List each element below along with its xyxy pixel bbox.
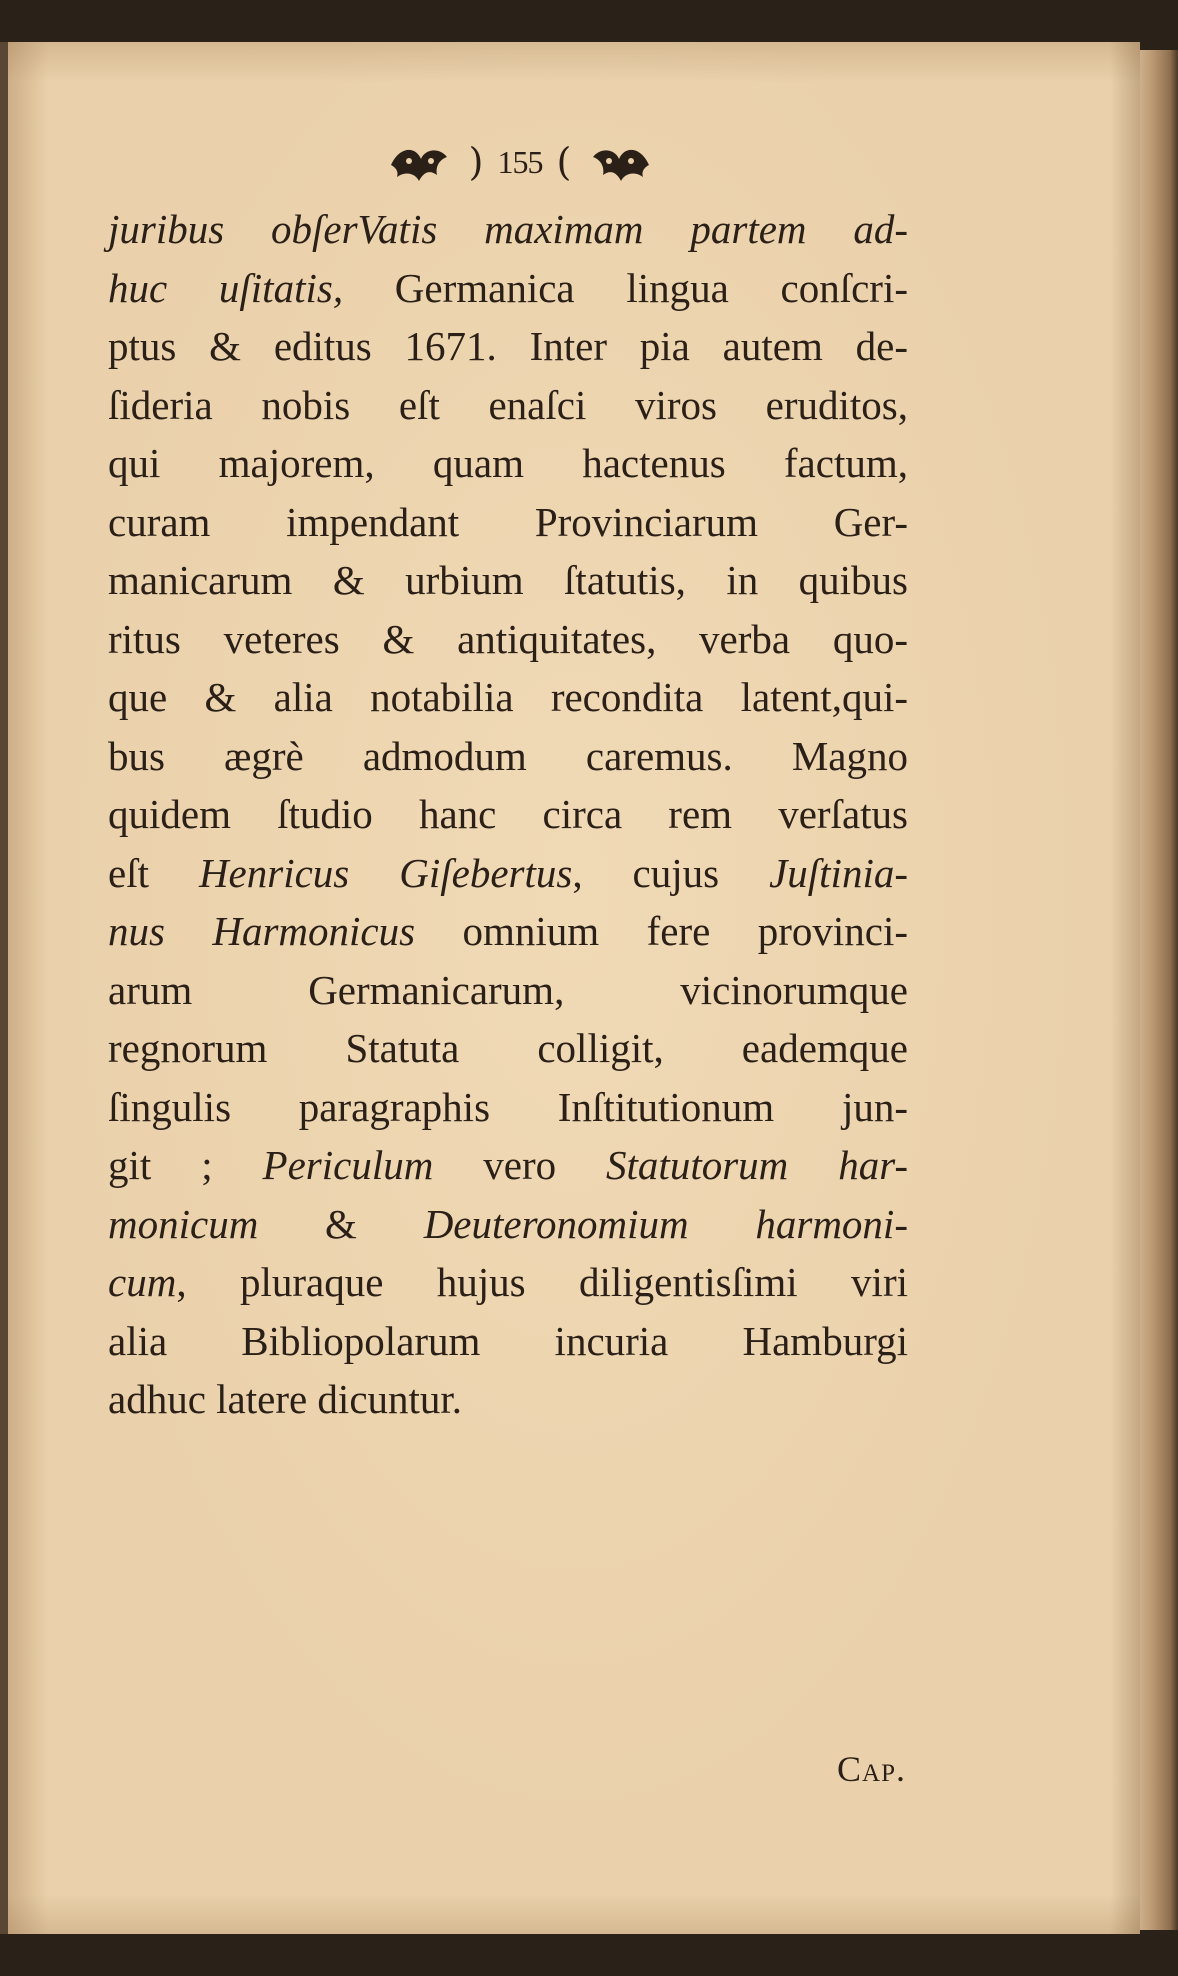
text-segment: vero	[433, 1142, 607, 1188]
body-text	[108, 200, 908, 1429]
text-segment: &	[258, 1200, 424, 1247]
italic-text-segment: juribus obſerVatis maximam partem ad-	[108, 206, 908, 252]
text-line	[108, 376, 908, 435]
italic-text-segment: Periculum	[262, 1142, 434, 1188]
text-segment: alia Bibliopolarum incuria Hamburgi	[108, 1317, 908, 1364]
italic-text-segment: huc uſitatis,	[108, 264, 344, 311]
page-right-edge	[1140, 50, 1178, 1930]
text-segment: bus ægrè admodum caremus. Magno	[108, 732, 908, 779]
text-segment: regnorum Statuta colligit, eademque	[108, 1025, 908, 1071]
text-line	[108, 1312, 908, 1371]
left-parenthesis: )	[468, 140, 484, 184]
text-line	[108, 1195, 908, 1254]
text-segment: git ;	[108, 1142, 263, 1188]
right-floral-ornament-icon	[585, 137, 655, 187]
text-segment: quidem ſtudio hanc circa rem verſatus	[108, 791, 908, 837]
text-segment: qui majorem, quam hactenus factum,	[108, 440, 908, 486]
text-line	[108, 317, 908, 376]
text-line	[108, 551, 908, 610]
text-line	[108, 668, 908, 727]
page-left-edge	[0, 42, 8, 1934]
text-line	[108, 844, 908, 903]
text-line	[108, 727, 908, 786]
text-line	[108, 785, 908, 844]
italic-text-segment: Henricus Giſebertus	[198, 849, 573, 896]
italic-text-segment: monicum	[108, 1200, 259, 1247]
text-segment: Germanica lingua conſcri-	[343, 264, 908, 311]
left-floral-ornament-icon	[385, 137, 455, 187]
text-line	[108, 1370, 908, 1429]
text-segment: ſideria nobis eſt enaſci viros eruditos,	[108, 381, 908, 428]
catchword: Cap.	[837, 1749, 906, 1789]
text-segment: omnium fere provinci-	[415, 908, 908, 954]
text-segment: adhuc latere dicuntur.	[108, 1376, 463, 1422]
text-segment: ſingulis paragraphis Inſtitutionum jun-	[108, 1083, 908, 1130]
italic-text-segment: Deuteronomium harmoni-	[423, 1200, 908, 1247]
page-number: 155	[497, 143, 543, 180]
text-segment: eſt	[108, 849, 199, 896]
text-segment: , cujus	[572, 849, 770, 896]
text-line	[108, 1078, 908, 1137]
text-line	[108, 493, 908, 552]
text-line	[108, 610, 908, 669]
text-segment: , pluraque hujus diligentisſimi viri	[176, 1259, 908, 1305]
text-segment: manicarum & urbium ſtatutis, in quibus	[108, 557, 908, 603]
text-line	[108, 1019, 908, 1078]
text-segment: que & alia notabilia recondita latent,qui-	[108, 674, 908, 720]
running-header	[350, 132, 690, 192]
text-line	[108, 1136, 908, 1195]
text-segment: ritus veteres & antiquitates, verba quo-	[108, 615, 908, 662]
italic-text-segment: Statutorum har-	[606, 1142, 908, 1188]
text-segment: curam impendant Provinciarum Ger-	[108, 498, 908, 545]
italic-text-segment: nus Harmonicus	[108, 908, 416, 954]
text-line	[108, 434, 908, 493]
italic-text-segment: Juſtinia-	[769, 849, 908, 896]
right-parenthesis: (	[556, 140, 572, 184]
text-line	[108, 200, 908, 259]
text-line	[108, 961, 908, 1020]
text-segment: ptus & editus 1671. Inter pia autem de-	[108, 323, 908, 369]
text-segment: arum Germanicarum, vicinorumque	[108, 966, 908, 1013]
text-line	[108, 1253, 908, 1312]
text-line	[108, 902, 908, 961]
text-line	[108, 259, 908, 318]
italic-text-segment: cum	[108, 1259, 177, 1305]
